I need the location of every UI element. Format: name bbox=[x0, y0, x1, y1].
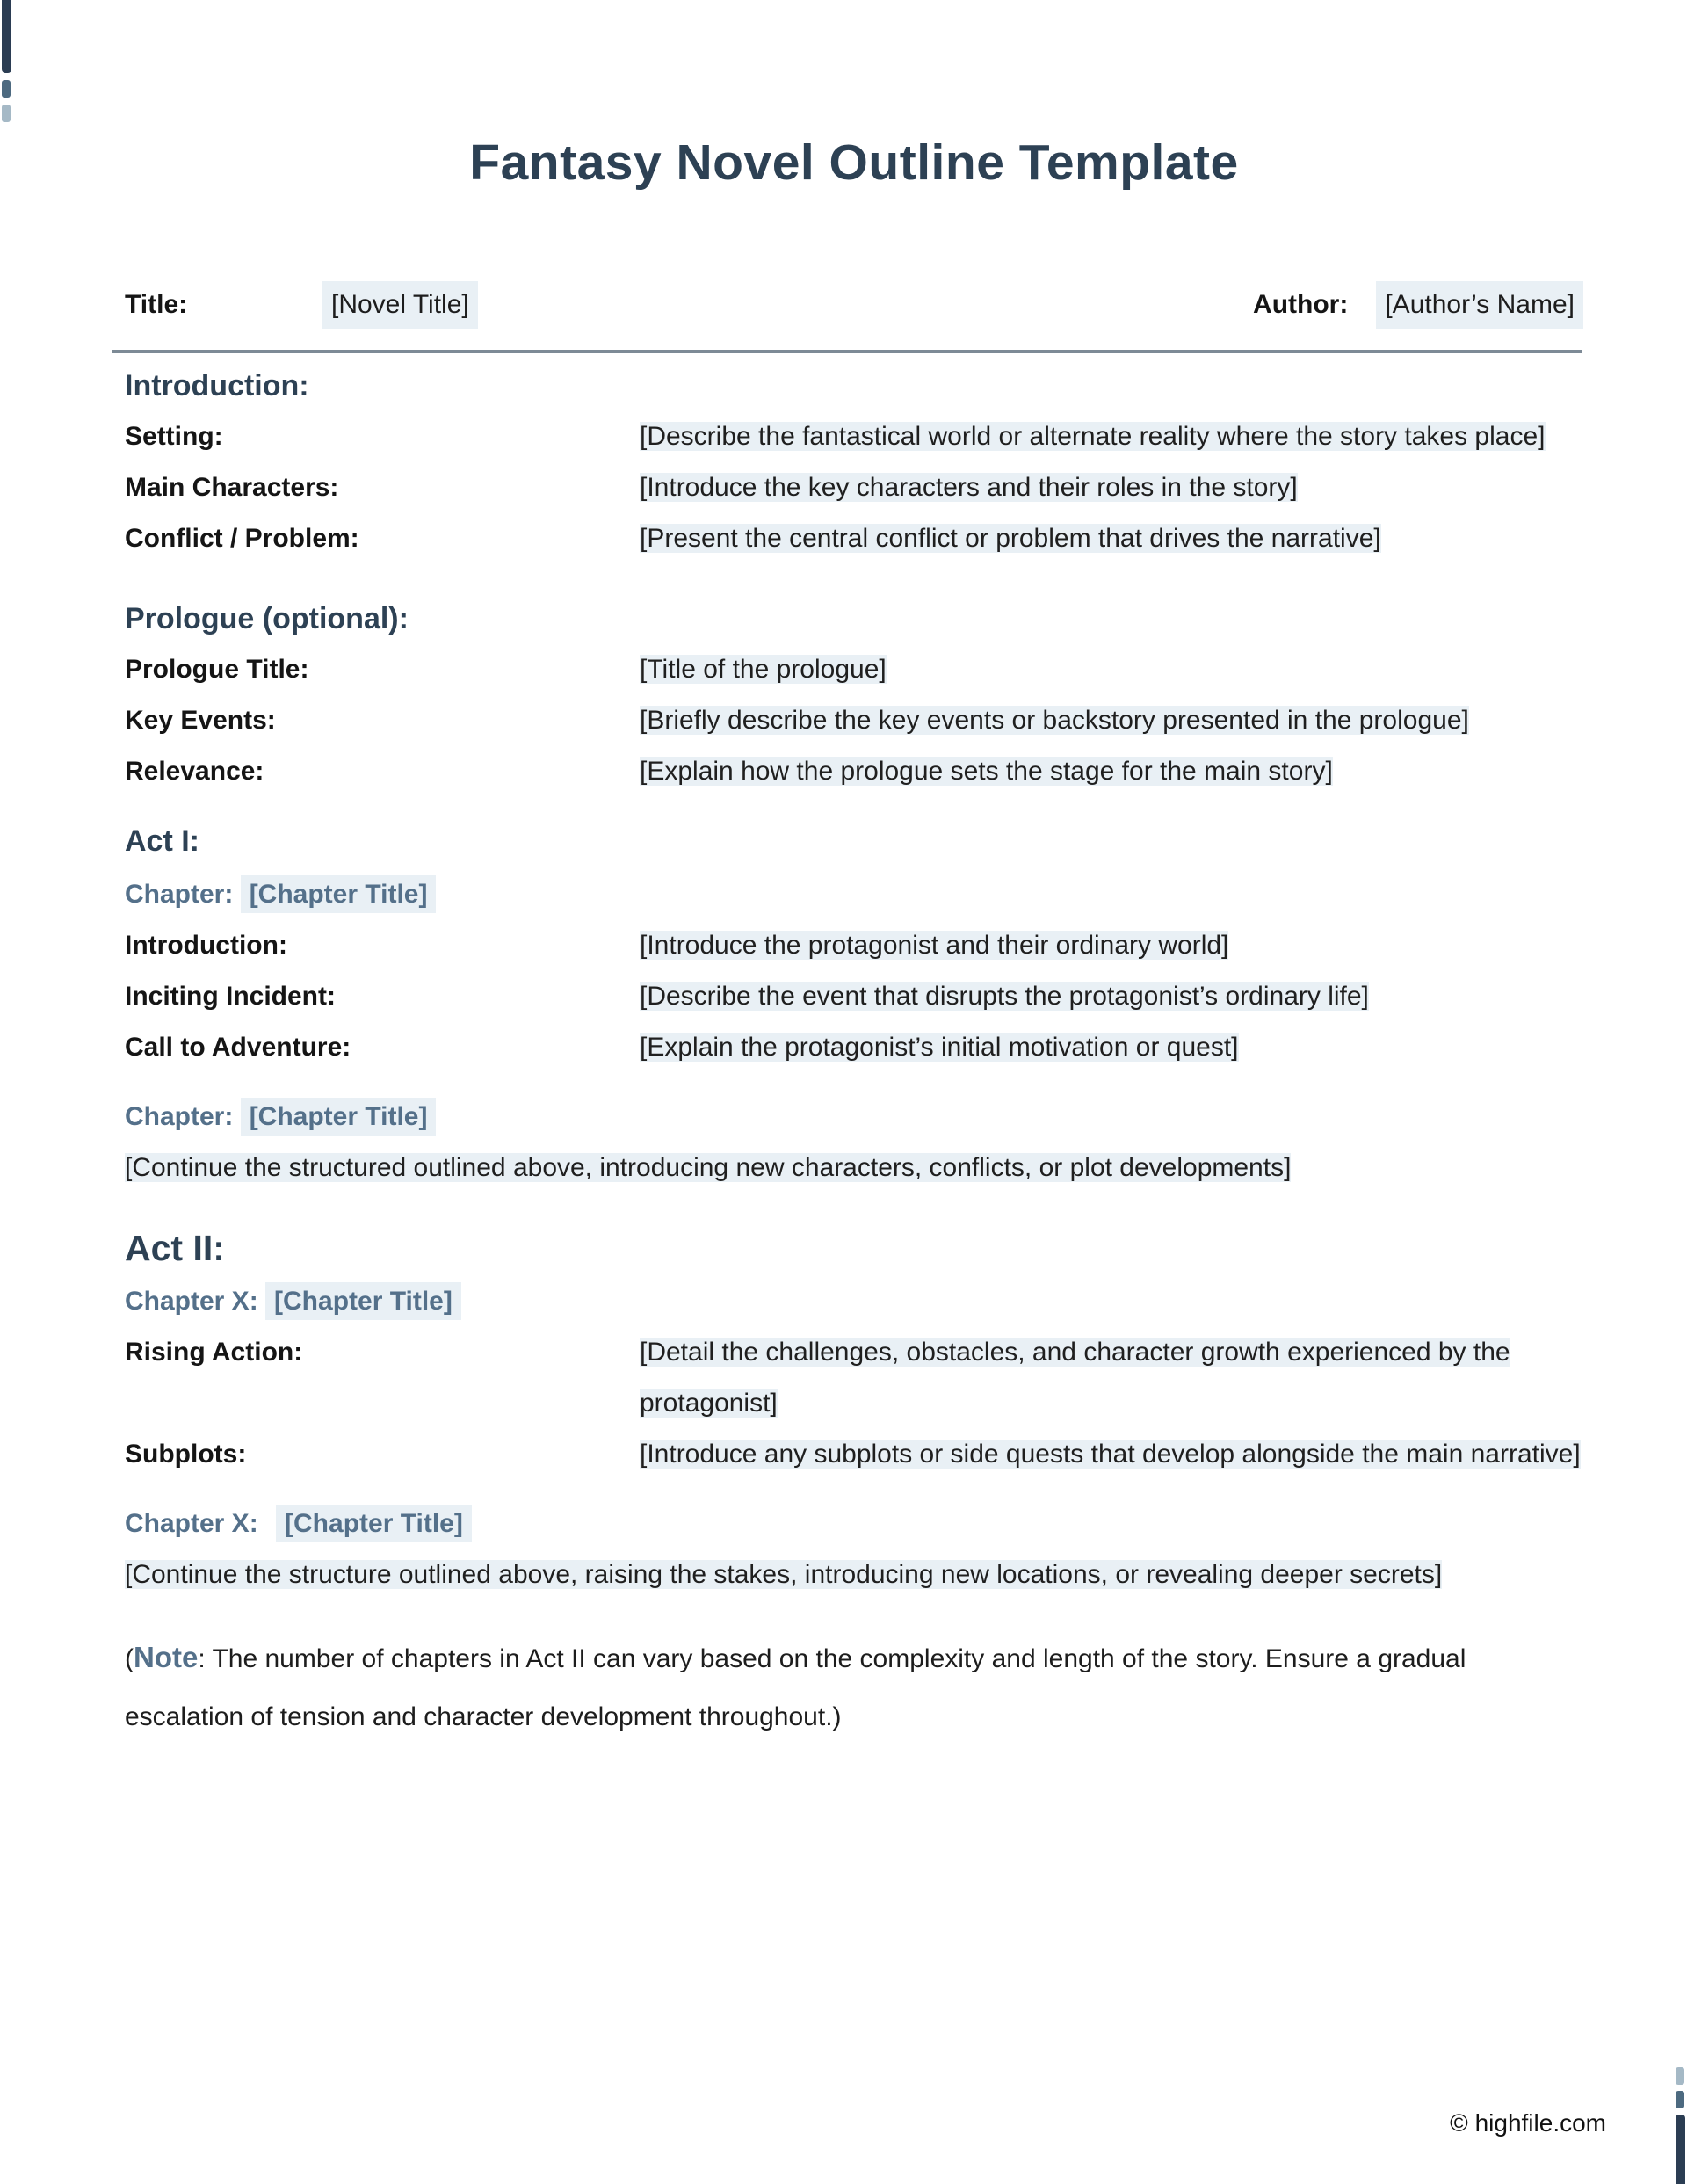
field-value: [Describe the event that disrupts the protagonist’s ordinary life] bbox=[640, 982, 1369, 1011]
chapter-label: Chapter: bbox=[125, 880, 234, 909]
field-row-subplots bbox=[125, 1429, 1583, 1480]
field-value: [Present the central conflict or problem that drives the narrative] bbox=[640, 524, 1381, 553]
document-content bbox=[125, 0, 1583, 1773]
page-title: Fantasy Novel Outline Template bbox=[469, 134, 1239, 191]
field-value: [Detail the challenges, obstacles, and character growth experienced by the protagonist] bbox=[640, 1338, 1510, 1418]
field-row-prologue-title bbox=[125, 644, 1583, 695]
field-row-inciting-incident bbox=[125, 971, 1583, 1022]
field-row-conflict-problem bbox=[125, 513, 1583, 564]
bottom-right-accent-square-light bbox=[1676, 2067, 1684, 2085]
bottom-right-accent-square-medium bbox=[1676, 2091, 1684, 2108]
section-heading-prologue: Prologue (optional): bbox=[125, 602, 409, 635]
chapter-label: Chapter X: bbox=[125, 1509, 258, 1538]
bottom-right-accent-bar bbox=[1676, 2115, 1685, 2184]
field-row-main-characters bbox=[125, 462, 1583, 513]
field-value: [Title of the prologue] bbox=[640, 655, 887, 684]
divider-rule bbox=[112, 350, 1582, 353]
act2-chapter-line-1 bbox=[125, 1276, 1583, 1327]
section-heading-act1: Act I: bbox=[125, 824, 199, 858]
author-name-placeholder: [Author’s Name] bbox=[1376, 281, 1583, 329]
author-field bbox=[1253, 281, 1583, 329]
field-label: Key Events: bbox=[125, 706, 276, 735]
title-label: Title: bbox=[125, 290, 188, 319]
field-value: [Describe the fantastical world or alternate reality where the story takes place] bbox=[640, 422, 1546, 451]
act1-chapter-line-2 bbox=[125, 1092, 1583, 1143]
field-value: [Briefly describe the key events or backstory presented in the prologue] bbox=[640, 706, 1469, 735]
top-left-accent-square-medium bbox=[2, 80, 11, 98]
field-value: [Introduce any subplots or side quests that develop alongside the main narrative] bbox=[640, 1440, 1581, 1469]
act1-chapter-line-1 bbox=[125, 869, 1583, 920]
act1-continue-paragraph: [Continue the structured outlined above, introducing new characters, conflicts, or plot developments] bbox=[125, 1153, 1292, 1182]
title-author-row bbox=[125, 281, 1583, 329]
novel-title-placeholder: [Novel Title] bbox=[322, 281, 478, 329]
field-label: Prologue Title: bbox=[125, 655, 309, 684]
act2-chapter-line-2 bbox=[125, 1498, 1583, 1549]
field-value: [Introduce the protagonist and their ordinary world] bbox=[640, 931, 1229, 960]
chapter-title-placeholder: [Chapter Title] bbox=[241, 875, 437, 913]
field-label: Subplots: bbox=[125, 1440, 247, 1469]
copyright-text: © highfile.com bbox=[1450, 2109, 1606, 2137]
note-word: Note bbox=[134, 1641, 199, 1673]
field-label: Call to Adventure: bbox=[125, 1033, 351, 1062]
note-paragraph bbox=[125, 1629, 1583, 1746]
field-label: Introduction: bbox=[125, 931, 287, 960]
field-label: Main Characters: bbox=[125, 473, 339, 502]
field-label: Relevance: bbox=[125, 757, 264, 786]
field-row-relevance bbox=[125, 746, 1583, 797]
author-label: Author: bbox=[1253, 290, 1349, 319]
field-row-call-to-adventure bbox=[125, 1022, 1583, 1073]
novel-title-field bbox=[125, 281, 1253, 329]
act2-continue-paragraph: [Continue the structure outlined above, raising the stakes, introducing new locations, or revealing deeper secrets] bbox=[125, 1560, 1443, 1589]
top-left-accent-bar bbox=[2, 0, 11, 73]
section-heading-introduction: Introduction: bbox=[125, 369, 309, 403]
field-row-act1-introduction bbox=[125, 920, 1583, 971]
field-value: [Introduce the key characters and their roles in the story] bbox=[640, 473, 1298, 502]
field-label: Rising Action: bbox=[125, 1338, 303, 1367]
field-label: Setting: bbox=[125, 422, 223, 451]
field-row-key-events bbox=[125, 695, 1583, 746]
note-open-paren: ( bbox=[125, 1644, 134, 1673]
chapter-title-placeholder: [Chapter Title] bbox=[276, 1505, 472, 1542]
field-row-setting bbox=[125, 411, 1583, 462]
chapter-title-placeholder: [Chapter Title] bbox=[265, 1282, 461, 1320]
field-label: Conflict / Problem: bbox=[125, 524, 359, 553]
top-left-accent-square-light bbox=[2, 105, 11, 122]
field-value: [Explain how the prologue sets the stage for the main story] bbox=[640, 757, 1333, 786]
chapter-label: Chapter X: bbox=[125, 1287, 258, 1316]
field-row-rising-action bbox=[125, 1327, 1583, 1429]
field-value: [Explain the protagonist’s initial motivation or quest] bbox=[640, 1033, 1239, 1062]
note-rest: : The number of chapters in Act II can vary based on the complexity and length of the story. Ensure a gradual escalation of tension and character development throughout.) bbox=[125, 1644, 1466, 1731]
chapter-label: Chapter: bbox=[125, 1102, 234, 1131]
field-label: Inciting Incident: bbox=[125, 982, 336, 1011]
chapter-title-placeholder: [Chapter Title] bbox=[241, 1098, 437, 1136]
section-heading-act2: Act II: bbox=[125, 1228, 225, 1268]
